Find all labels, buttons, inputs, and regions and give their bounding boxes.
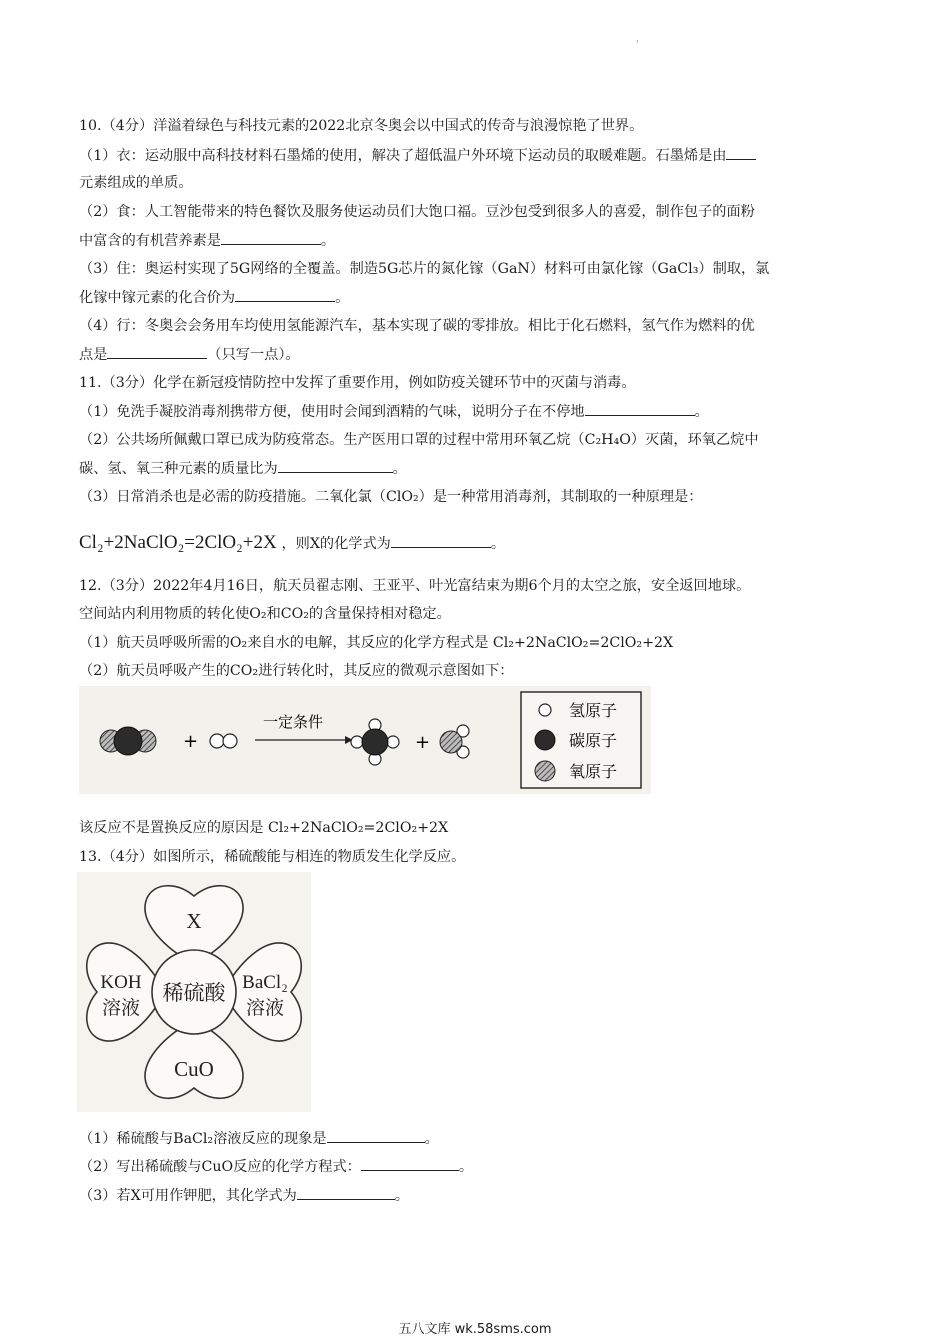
h2o-molecule [440, 725, 469, 758]
q11-item3: （3）日常消杀也是必需的防疫措施。二氧化氯（ClO₂）是一种常用消毒剂，其制取的一种原理是： [79, 489, 703, 505]
hydrogen-atom-icon [539, 704, 551, 716]
carbon-atom-icon [535, 730, 555, 750]
answer-blank[interactable] [391, 533, 491, 548]
legend-hydrogen: 氢原子 [569, 701, 618, 720]
left-label-1: KOH [100, 972, 142, 993]
footer-watermark: 五八文库 wk.58sms.com [398, 1322, 552, 1337]
q11-title: 11.（3分）化学在新冠疫情防控中发挥了重要作用，例如防疫关键环节中的灭菌与消毒。 [79, 375, 636, 391]
q11-item2: （2）公共场所佩戴口罩已成为防疫常态。生产医用口罩的过程中常用环氧乙烷（C₂H₄O）灭菌，环氧乙烷中 [79, 432, 759, 448]
plus-sign: + [415, 732, 431, 753]
chemical-equation: Cl₂+2NaClO₂=2ClO₂+2X ，则X的化学式为 。 [79, 532, 506, 553]
legend-carbon: 碳原子 [569, 731, 618, 750]
right-label-2: 溶液 [245, 997, 285, 1019]
center-label: 稀硫酸 [162, 981, 226, 1005]
reaction-arrow [255, 736, 353, 744]
q12-reason: 该反应不是置换反应的原因是 Cl₂+2NaClO₂=2ClO₂+2X [79, 820, 449, 836]
bottom-label: CuO [174, 1057, 214, 1081]
clover-diagram [77, 872, 311, 1112]
co2-molecule [100, 727, 156, 755]
q10-item4-cont: 点是 （只写一点）。 [79, 344, 300, 365]
ch4-molecule [351, 719, 399, 765]
answer-blank[interactable] [235, 287, 335, 302]
plus-sign: + [183, 731, 199, 752]
q12-title-cont: 空间站内利用物质的转化使O₂和CO₂的含量保持相对稳定。 [79, 606, 451, 622]
q11-item1: （1）免洗手凝胶消毒剂携带方便，使用时会闻到酒精的气味，说明分子在不停地 。 [79, 401, 709, 422]
answer-blank[interactable] [221, 230, 321, 245]
q10-item1-cont: 元素组成的单质。 [79, 175, 193, 191]
answer-blank[interactable] [327, 1128, 425, 1143]
q10-item2-cont: 中富含的有机营养素是 。 [79, 230, 335, 251]
oxygen-atom-icon [535, 761, 555, 781]
legend-box [521, 692, 641, 788]
answer-blank[interactable] [297, 1185, 395, 1200]
header-mark: ' [636, 40, 639, 50]
answer-blank[interactable] [107, 344, 207, 359]
right-label-1: BaCl₂ [242, 972, 288, 993]
top-label: X [186, 909, 202, 933]
q13-item1: （1）稀硫酸与BaCl₂溶液反应的现象是 。 [79, 1128, 439, 1149]
answer-blank[interactable] [585, 401, 695, 416]
legend-oxygen: 氧原子 [569, 762, 618, 781]
answer-blank[interactable] [278, 458, 393, 473]
q12-item2: （2）航天员呼吸产生的CO₂进行转化时，其反应的微观示意图如下： [79, 663, 514, 679]
clover-svg [77, 872, 311, 1112]
q11-item2-cont: 碳、氢、氧三种元素的质量比为 。 [79, 458, 407, 479]
answer-blank[interactable] [726, 145, 756, 160]
answer-blank[interactable] [361, 1156, 459, 1171]
q10-title: 10.（4分）洋溢着绿色与科技元素的2022北京冬奥会以中国式的传奇与浪漫惊艳了世界。 [79, 118, 644, 134]
q10-item2: （2）食：人工智能带来的特色餐饮及服务使运动员们大饱口福。豆沙包受到很多人的喜爱，制作包子的面粉 [79, 204, 755, 220]
q13-item2: （2）写出稀硫酸与CuO反应的化学方程式： 。 [79, 1156, 473, 1177]
q13-title: 13.（4分）如图所示，稀硫酸能与相连的物质发生化学反应。 [79, 849, 466, 865]
h2-molecule [210, 734, 237, 748]
reaction-micro-diagram [79, 686, 651, 794]
q10-item3: （3）住：奥运村实现了5G网络的全覆盖。制造5G芯片的氮化镓（GaN）材料可由氯化镓（GaCl₃）制取，氯 [79, 261, 770, 277]
q10-item4: （4）行：冬奥会会务用车均使用氢能源汽车，基本实现了碳的零排放。相比于化石燃料，氢气作为燃料的优 [79, 318, 755, 334]
q12-item1: （1）航天员呼吸所需的O₂来自水的电解，其反应的化学方程式是 Cl₂+2NaClO₂=2ClO₂+2X [79, 635, 674, 651]
q12-title: 12.（3分）2022年4月16日，航天员翟志刚、王亚平、叶光富结束为期6个月的太空之旅，安全返回地球。 [79, 578, 751, 594]
left-label-2: 溶液 [101, 997, 141, 1019]
q10-item1: （1）衣：运动服中高科技材料石墨烯的使用，解决了超低温户外环境下运动员的取暖难题。石墨烯是由 [79, 145, 756, 166]
q10-item3-cont: 化镓中镓元素的化合价为 。 [79, 287, 349, 308]
reaction-svg [79, 686, 651, 794]
arrow-condition: 一定条件 [263, 713, 324, 731]
q13-item3: （3）若X可用作钾肥，其化学式为 。 [79, 1185, 409, 1206]
